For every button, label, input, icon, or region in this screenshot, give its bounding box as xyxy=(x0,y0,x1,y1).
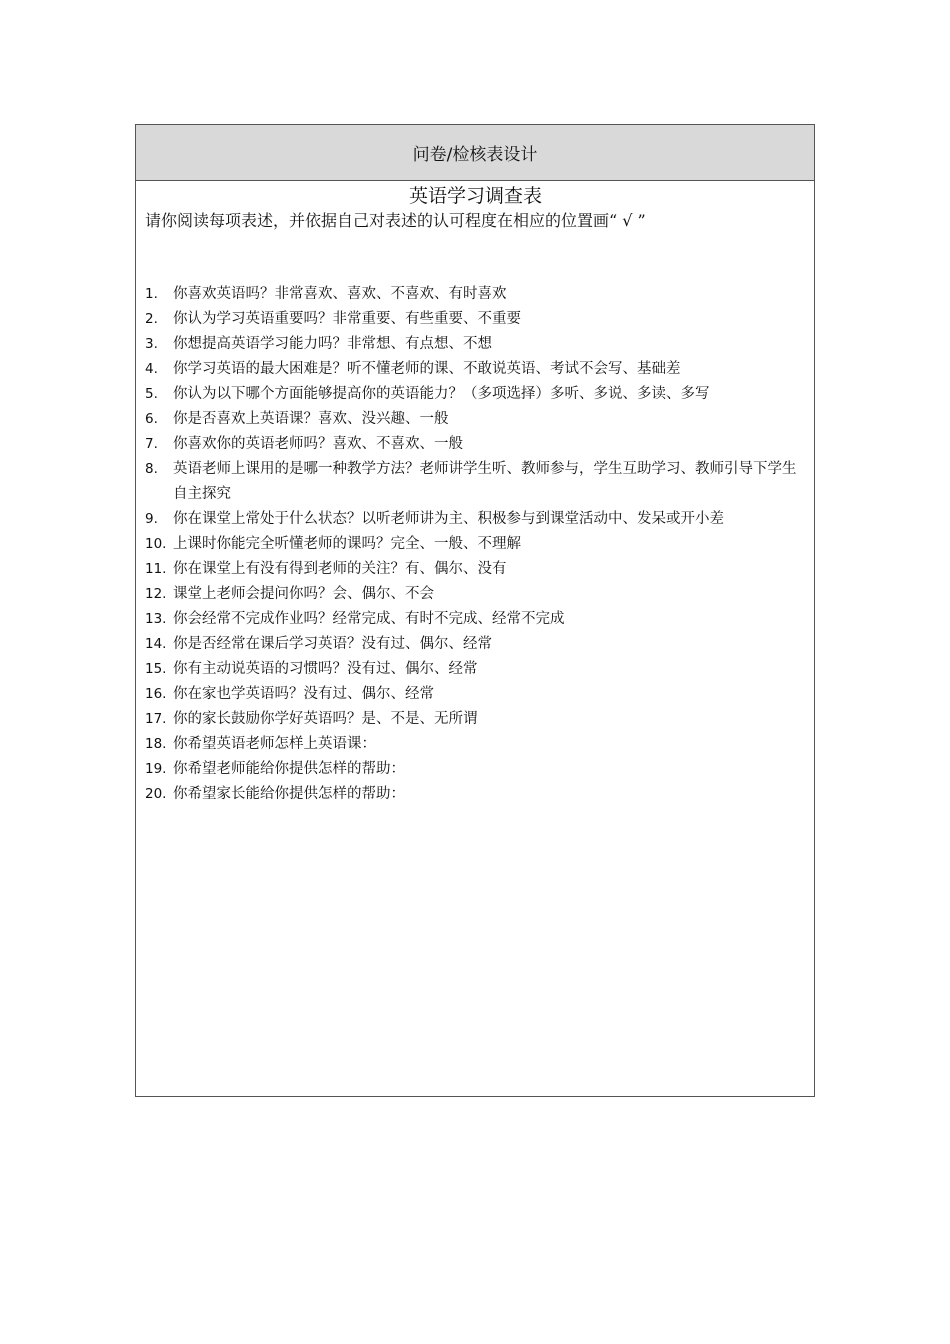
question-text: 你希望英语老师怎样上英语课： xyxy=(173,736,376,752)
question-number: 15. xyxy=(145,661,167,677)
question-text: 上课时你能完全听懂老师的课吗？完全、一般、不理解 xyxy=(173,536,521,552)
question-text: 你的家长鼓励你学好英语吗？是、不是、无所谓 xyxy=(173,711,478,727)
question-number: 14. xyxy=(145,636,167,652)
question-text: 你会经常不完成作业吗？经常完成、有时不完成、经常不完成 xyxy=(173,611,565,627)
question-item xyxy=(145,707,806,732)
table-content-cell xyxy=(136,184,814,807)
question-item xyxy=(145,682,806,707)
question-number: 1. xyxy=(145,286,158,302)
survey-title: 英语学习调查表 xyxy=(408,185,542,207)
question-item xyxy=(145,282,806,307)
question-number: 17. xyxy=(145,711,167,727)
question-item xyxy=(145,532,806,557)
question-number: 12. xyxy=(145,586,167,602)
question-text: 你有主动说英语的习惯吗？没有过、偶尔、经常 xyxy=(173,661,478,677)
question-number: 3. xyxy=(145,336,158,352)
question-text: 你在家也学英语吗？没有过、偶尔、经常 xyxy=(173,686,434,702)
question-text: 你想提高英语学习能力吗？非常想、有点想、不想 xyxy=(173,336,492,352)
question-text: 你喜欢英语吗？非常喜欢、喜欢、不喜欢、有时喜欢 xyxy=(173,286,507,302)
question-item xyxy=(145,432,806,457)
question-item xyxy=(145,382,806,407)
question-number: 8. xyxy=(145,461,158,477)
question-text: 你在课堂上有没有得到老师的关注？有、偶尔、没有 xyxy=(173,561,507,577)
question-number: 11. xyxy=(145,561,167,577)
question-item xyxy=(145,332,806,357)
question-item xyxy=(145,632,806,657)
question-number: 2. xyxy=(145,311,158,327)
question-item xyxy=(145,757,806,782)
question-number: 16. xyxy=(145,686,167,702)
question-item xyxy=(145,732,806,757)
question-item xyxy=(145,407,806,432)
question-number: 9. xyxy=(145,511,158,527)
question-text: 你希望老师能给你提供怎样的帮助： xyxy=(173,761,405,777)
question-list xyxy=(145,282,806,807)
question-item xyxy=(145,357,806,382)
question-text: 你是否喜欢上英语课？喜欢、没兴趣、一般 xyxy=(173,411,449,427)
question-text: 课堂上老师会提问你吗？会、偶尔、不会 xyxy=(173,586,434,602)
question-text: 你是否经常在课后学习英语？没有过、偶尔、经常 xyxy=(173,636,492,652)
question-number: 20. xyxy=(145,786,167,802)
question-text: 你认为以下哪个方面能够提高你的英语能力？（多项选择）多听、多说、多读、多写 xyxy=(173,386,710,402)
header-title: 问卷/检核表设计 xyxy=(412,145,538,165)
question-number: 13. xyxy=(145,611,167,627)
question-item xyxy=(145,557,806,582)
table-header-cell xyxy=(136,125,814,181)
question-number: 10. xyxy=(145,536,167,552)
question-number: 6. xyxy=(145,411,158,427)
survey-table xyxy=(135,124,815,1097)
question-text: 你学习英语的最大困难是？听不懂老师的课、不敢说英语、考试不会写、基础差 xyxy=(173,361,681,377)
question-item xyxy=(145,307,806,332)
question-number: 18. xyxy=(145,736,167,752)
question-number: 19. xyxy=(145,761,167,777)
survey-instruction: 请你阅读每项表述，并依据自己对表述的认可程度在相应的位置画“ √ ” xyxy=(145,211,646,230)
question-text: 英语老师上课用的是哪一种教学方法？老师讲学生听、教师参与，学生互助学习、教师引导下学生自主探究 xyxy=(173,461,797,502)
question-item xyxy=(145,657,806,682)
question-text: 你喜欢你的英语老师吗？喜欢、不喜欢、一般 xyxy=(173,436,463,452)
question-item xyxy=(145,457,806,507)
question-text: 你希望家长能给你提供怎样的帮助： xyxy=(173,786,405,802)
question-item xyxy=(145,607,806,632)
question-number: 7. xyxy=(145,436,158,452)
question-number: 4. xyxy=(145,361,158,377)
question-item xyxy=(145,507,806,532)
question-item xyxy=(145,582,806,607)
question-text: 你在课堂上常处于什么状态？以听老师讲为主、积极参与到课堂活动中、发呆或开小差 xyxy=(173,511,724,527)
question-text: 你认为学习英语重要吗？非常重要、有些重要、不重要 xyxy=(173,311,521,327)
question-number: 5. xyxy=(145,386,158,402)
question-item xyxy=(145,782,806,807)
